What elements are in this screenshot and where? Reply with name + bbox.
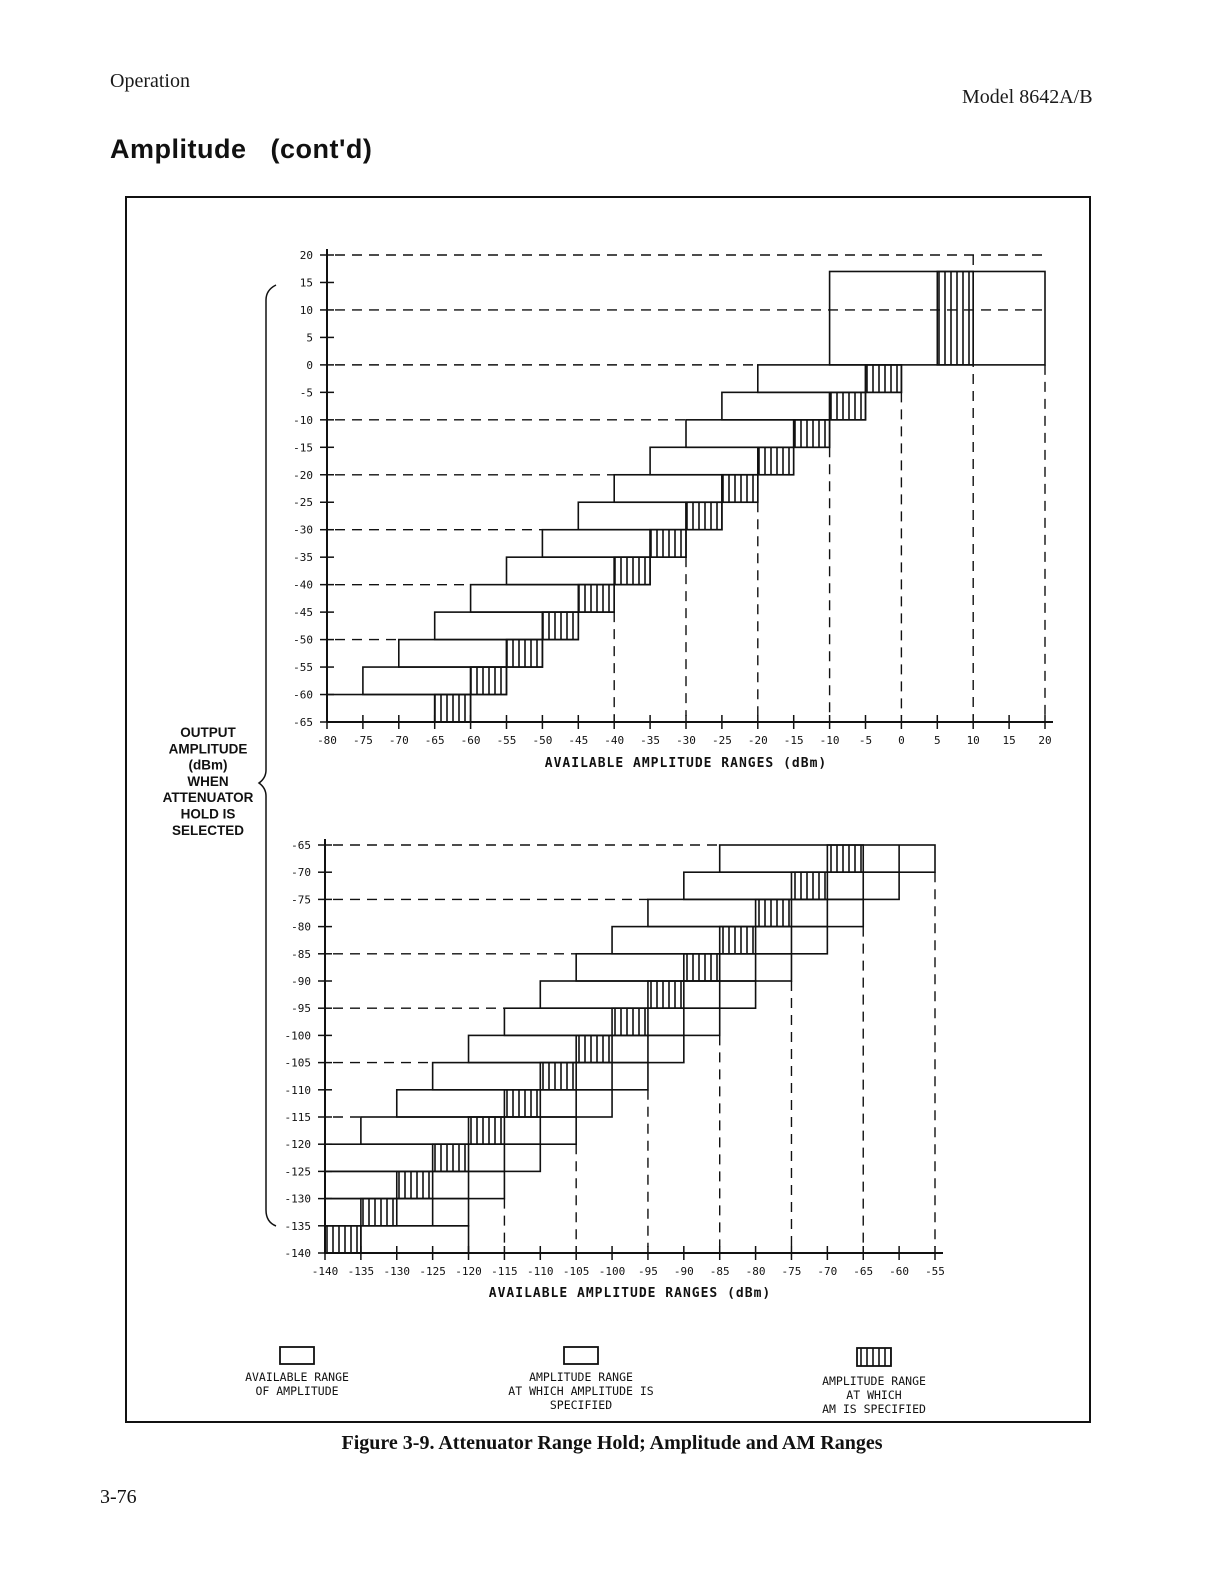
am-range-hatch xyxy=(578,585,614,612)
lower-chart xyxy=(285,839,945,1301)
am-range-hatch xyxy=(507,640,543,667)
legend-label-line: OF AMPLITUDE xyxy=(255,1384,339,1398)
y-axis-label-line: SELECTED xyxy=(171,822,245,838)
header-model-label: Model 8642A/B xyxy=(962,86,1093,108)
x-tick-label: -55 xyxy=(496,734,517,747)
am-range-hatch xyxy=(794,420,830,447)
y-tick-label: -70 xyxy=(291,866,311,880)
legend-label-line: AVAILABLE RANGE xyxy=(245,1370,349,1384)
y-axis-label-line: AMPLITUDE xyxy=(168,741,248,757)
y-tick-label: -85 xyxy=(291,947,311,961)
figure-caption: Figure 3-9. Attenuator Range Hold; Amplitude and AM Ranges xyxy=(341,1432,883,1454)
header-section-label: Operation xyxy=(110,70,190,92)
x-tick-label: -85 xyxy=(709,1265,730,1278)
y-tick-label: 15 xyxy=(299,276,313,290)
y-tick-label: -40 xyxy=(293,578,313,592)
x-tick-label: -95 xyxy=(638,1265,658,1278)
x-tick-label: -10 xyxy=(819,734,840,747)
y-tick-label: -105 xyxy=(284,1056,311,1070)
x-tick-label: -35 xyxy=(640,734,661,747)
x-tick-label: -55 xyxy=(925,1265,945,1278)
y-tick-label: -65 xyxy=(293,716,313,729)
legend-label-line: AT WHICH AMPLITUDE IS xyxy=(508,1384,654,1398)
am-range-hatch xyxy=(866,365,902,392)
am-range-hatch xyxy=(504,1090,540,1117)
x-tick-label: -70 xyxy=(388,734,409,747)
x-tick-label: -20 xyxy=(747,734,768,747)
x-tick-label: -5 xyxy=(858,734,873,747)
am-range-hatch xyxy=(435,695,471,722)
y-tick-label: -45 xyxy=(293,606,313,620)
legend-label-line: SPECIFIED xyxy=(549,1398,613,1412)
y-tick-label: -35 xyxy=(293,551,313,565)
x-tick-label: 15 xyxy=(1002,734,1016,747)
legend-symbol-box xyxy=(280,1347,314,1364)
x-tick-label: -125 xyxy=(419,1265,446,1278)
page-number: 3-76 xyxy=(100,1486,137,1508)
y-tick-label: -55 xyxy=(293,661,313,675)
y-tick-label: -50 xyxy=(293,633,313,647)
am-range-hatch xyxy=(720,927,756,954)
y-axis-label xyxy=(163,285,276,1226)
x-tick-label: -30 xyxy=(676,734,696,747)
x-tick-label: -60 xyxy=(889,1265,910,1278)
am-range-hatch xyxy=(361,1199,397,1226)
upper-chart xyxy=(293,249,1053,771)
legend-symbol-hatched xyxy=(857,1348,891,1366)
x-tick-label: -100 xyxy=(598,1265,626,1278)
x-tick-label: -60 xyxy=(460,734,481,747)
x-tick-label: -75 xyxy=(352,734,373,747)
am-range-hatch xyxy=(758,447,794,474)
am-range-hatch xyxy=(791,872,827,899)
y-tick-label: -115 xyxy=(284,1111,311,1124)
am-range-hatch xyxy=(684,954,720,981)
page-title: Amplitude (cont'd) xyxy=(110,134,373,164)
x-tick-label: -120 xyxy=(455,1265,482,1278)
x-tick-label: -15 xyxy=(783,734,804,747)
x-tick-label: -50 xyxy=(532,734,553,747)
am-range-hatch xyxy=(542,612,578,639)
y-tick-label: -20 xyxy=(293,468,313,482)
y-axis-label-line: OUTPUT xyxy=(180,725,236,740)
x-tick-label: -130 xyxy=(383,1265,411,1278)
x-tick-label: -80 xyxy=(317,734,337,747)
am-range-hatch xyxy=(614,557,650,584)
x-tick-label: 5 xyxy=(933,734,941,747)
x-tick-label: -115 xyxy=(491,1265,518,1278)
legend-label-line: AT WHICH xyxy=(846,1388,902,1402)
am-range-hatch xyxy=(469,1117,505,1144)
y-tick-label: 10 xyxy=(299,303,313,317)
y-tick-label: -110 xyxy=(284,1083,311,1097)
x-tick-label: -105 xyxy=(562,1265,590,1278)
am-range-hatch xyxy=(830,392,866,419)
am-range-hatch xyxy=(722,475,758,502)
am-range-hatch xyxy=(937,271,973,364)
legend-symbol-box xyxy=(564,1347,598,1364)
y-tick-label: -60 xyxy=(293,688,313,702)
y-tick-label: -120 xyxy=(284,1138,311,1152)
am-range-hatch xyxy=(471,667,507,694)
y-tick-label: -140 xyxy=(284,1247,311,1260)
am-range-hatch xyxy=(433,1144,469,1171)
x-tick-label: -40 xyxy=(604,734,625,747)
y-tick-label: -10 xyxy=(293,413,313,427)
legend-label-line: AMPLITUDE RANGE xyxy=(529,1370,633,1384)
am-range-hatch xyxy=(648,981,684,1008)
y-tick-label: -25 xyxy=(293,496,313,510)
am-range-hatch xyxy=(612,1008,648,1035)
y-axis-label-line: ATTENUATOR xyxy=(162,790,254,806)
y-axis-label-line: (dBm) xyxy=(188,757,228,773)
y-tick-label: 20 xyxy=(299,249,313,262)
y-axis-label-line: HOLD IS xyxy=(180,806,236,822)
am-range-hatch xyxy=(397,1171,433,1198)
y-tick-label: -135 xyxy=(284,1219,311,1233)
y-tick-label: -5 xyxy=(299,386,313,400)
y-tick-label: -130 xyxy=(284,1192,311,1206)
x-tick-label: -65 xyxy=(424,734,445,747)
x-tick-label: -80 xyxy=(745,1265,766,1278)
y-tick-label: -95 xyxy=(291,1002,311,1016)
y-tick-label: 5 xyxy=(306,331,313,345)
y-tick-label: -65 xyxy=(291,839,311,852)
y-tick-label: 0 xyxy=(306,358,313,372)
legend-label-line: AM IS SPECIFIED xyxy=(822,1402,926,1416)
x-tick-label: -110 xyxy=(527,1265,554,1278)
x-tick-label: -75 xyxy=(781,1265,802,1278)
y-tick-label: -100 xyxy=(284,1029,311,1043)
x-axis-title: AVAILABLE AMPLITUDE RANGES (dBm) xyxy=(544,756,828,771)
x-tick-label: -45 xyxy=(568,734,589,747)
x-tick-label: -140 xyxy=(311,1265,339,1278)
am-range-hatch xyxy=(686,502,722,529)
y-axis-brace xyxy=(259,285,276,1226)
am-range-hatch xyxy=(827,845,863,872)
y-tick-label: -15 xyxy=(293,441,313,455)
am-range-hatch xyxy=(325,1226,361,1253)
y-tick-label: -80 xyxy=(291,920,311,934)
legend-label-line: AMPLITUDE RANGE xyxy=(822,1374,926,1388)
y-axis-label-line: WHEN xyxy=(187,773,229,789)
x-tick-label: -65 xyxy=(853,1265,874,1278)
am-range-hatch xyxy=(650,530,686,557)
x-tick-label: 0 xyxy=(898,734,905,747)
x-tick-label: -135 xyxy=(347,1265,375,1278)
y-tick-label: -75 xyxy=(291,893,311,907)
am-range-hatch xyxy=(576,1035,612,1062)
x-tick-label: 20 xyxy=(1038,734,1052,747)
x-axis-title: AVAILABLE AMPLITUDE RANGES (dBm) xyxy=(488,1286,772,1301)
y-tick-label: -125 xyxy=(284,1165,311,1179)
am-range-hatch xyxy=(756,899,792,926)
y-tick-label: -90 xyxy=(291,975,311,988)
y-tick-label: -30 xyxy=(293,523,313,537)
am-range-hatch xyxy=(540,1063,576,1090)
x-tick-label: 10 xyxy=(966,734,980,747)
x-tick-label: -70 xyxy=(817,1265,838,1278)
legend xyxy=(245,1347,926,1416)
x-tick-label: -90 xyxy=(673,1265,694,1278)
x-tick-label: -25 xyxy=(711,734,732,747)
